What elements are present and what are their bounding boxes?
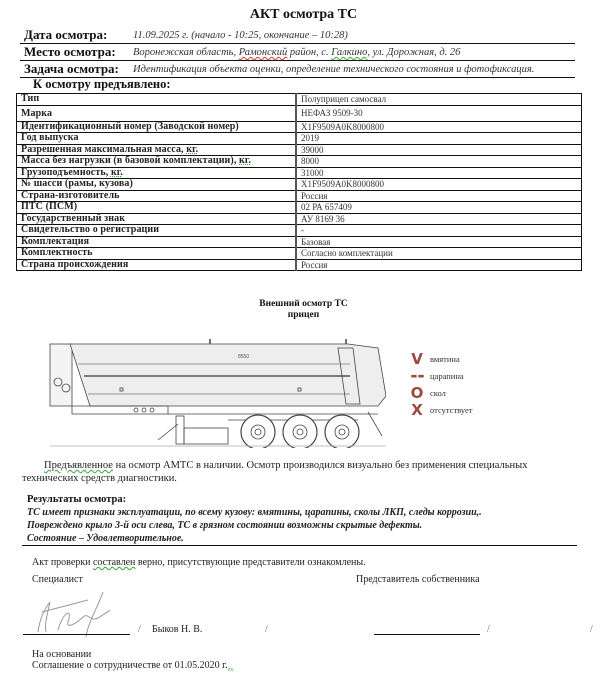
spec-value: X1F9509A0K8000800 — [296, 179, 582, 191]
diagram-length-label: 8550 — [238, 354, 250, 360]
spec-row — [17, 144, 582, 156]
spec-key-text: Государственный знак — [21, 212, 126, 224]
owner-signature-line — [374, 634, 480, 635]
inspection-note-first-word: Предъявленное — [44, 460, 113, 471]
spec-key — [17, 190, 297, 202]
spec-row — [17, 202, 582, 214]
spec-key — [17, 121, 297, 133]
statement-part: Акт проверки — [32, 557, 93, 568]
external-inspection-heading: Внешний осмотр ТС — [259, 299, 348, 309]
spec-row — [17, 190, 582, 202]
spec-value: Базовая — [296, 236, 582, 248]
landing-gear — [176, 416, 184, 444]
place-part: район, с. — [287, 47, 332, 58]
spec-value: X1F9509A0K8000800 — [296, 121, 582, 133]
spec-row — [17, 248, 582, 260]
spec-row — [17, 133, 582, 145]
info-row-task — [20, 61, 575, 78]
place-part: , ул. Дорожная, д. 26 — [367, 47, 461, 58]
spec-key-text: Комплектация — [21, 235, 90, 247]
spec-key-text: Страна происхождения — [21, 258, 129, 270]
place-part: Воронежская область, — [133, 47, 239, 58]
spec-key-unit: кг. — [110, 166, 123, 178]
spec-row — [17, 213, 582, 225]
spec-key-text: Разрешенная максимальная масса, — [21, 143, 187, 155]
act-statement — [32, 557, 366, 568]
legend-label-dent: вмятина — [430, 354, 460, 364]
info-label-place: Место осмотра: — [24, 44, 116, 59]
inspection-note — [22, 459, 582, 485]
specialist-name: Быков Н. В. — [152, 624, 203, 635]
spec-key — [17, 225, 297, 237]
spec-row — [17, 94, 582, 106]
signature-image — [28, 592, 128, 637]
owner-label: Представитель собственника — [356, 574, 480, 585]
spec-row — [17, 259, 582, 271]
spec-value: Россия — [296, 190, 582, 202]
basis-agreement: Соглашение о сотрудничестве от 01.05.2020 г. — [32, 660, 228, 671]
spec-key-text: Идентификационный номер (Заводской номер) — [21, 120, 239, 132]
spec-key — [17, 248, 297, 260]
chassis-hole — [142, 408, 146, 412]
slash-separator: / — [487, 624, 490, 635]
external-inspection-subtitle: прицеп — [287, 310, 320, 320]
toolbox — [184, 428, 228, 444]
spec-row — [17, 156, 582, 168]
legend-item-chip — [410, 386, 530, 402]
support-strut — [158, 424, 178, 440]
spec-key-unit: кг. — [186, 143, 199, 155]
wheel — [241, 415, 275, 448]
info-value-date: 11.09.2025 г. (начало - 10:25, окончание – 10:28) — [133, 30, 348, 41]
spec-row — [17, 121, 582, 133]
spec-key-text: Марка — [21, 107, 53, 119]
basis-label: На основании — [32, 649, 92, 660]
front-frame — [50, 344, 72, 406]
spec-key-text: Свидетельство о регистрации — [21, 224, 160, 235]
info-label-date: Дата осмотра: — [24, 27, 108, 42]
spec-value: 31000 — [296, 167, 582, 179]
spec-key-text: Масса без нагрузки (в базовой комплектации), — [21, 155, 240, 166]
spec-row — [17, 105, 582, 121]
spec-row — [17, 225, 582, 237]
wheel — [283, 415, 317, 448]
legend-label-scratch: царапина — [430, 371, 464, 381]
spec-key — [17, 105, 297, 121]
place-district: Рамонский — [238, 47, 288, 58]
place-village: Галкино — [331, 47, 368, 58]
inspection-note-text: на осмотр АМТС в наличии. Осмотр производился визуально без применения специальных технических средств диагностики. — [22, 460, 528, 484]
spec-key-text: Грузоподъемность, — [21, 166, 111, 178]
missing-icon: X — [411, 401, 423, 419]
chip-icon: O — [410, 384, 424, 402]
info-value-place — [133, 45, 460, 60]
spec-row — [17, 236, 582, 248]
trailer-diagram — [48, 336, 386, 448]
spec-key — [17, 94, 297, 106]
spec-key-text: Год выпуска — [21, 132, 79, 143]
spec-value: НЕФАЗ 9509-30 — [296, 105, 582, 121]
chassis-hole — [134, 408, 138, 412]
slash-separator: / — [138, 624, 141, 635]
rear-bumper — [368, 412, 382, 436]
spec-row — [17, 179, 582, 191]
spec-value: Россия — [296, 259, 582, 271]
results-line: Повреждено крыло 3-й оси слева, ТС в грязном состоянии возможны скрытые дефекты. — [27, 520, 423, 531]
slash-separator: / — [265, 624, 268, 635]
spec-key-text: Комплектность — [21, 247, 93, 258]
legend-item-scratch — [410, 369, 530, 385]
chassis-hole — [150, 408, 154, 412]
info-row-place — [20, 44, 575, 61]
spec-value: АУ 8169 36 — [296, 213, 582, 225]
spec-value: Полуприцеп самосвал — [296, 94, 582, 106]
specialist-signature-line — [23, 634, 130, 635]
info-row-date — [20, 27, 575, 44]
spec-key-text: ПТС (ПСМ) — [21, 201, 78, 212]
statement-part: верно, присутствующие представители ознакомлены. — [135, 557, 366, 568]
spec-key — [17, 213, 297, 225]
spec-key-text: № шасси (рамы, кузова) — [21, 178, 133, 189]
legend-item-missing — [410, 403, 530, 419]
vehicle-spec-table — [16, 93, 582, 271]
spec-value: 02 РА 657409 — [296, 202, 582, 214]
spec-key — [17, 156, 297, 168]
dent-icon: V — [411, 350, 423, 368]
scratch-icon: ▬ ▬ — [410, 372, 424, 380]
document-title: АКТ осмотра ТС — [249, 7, 358, 22]
specialist-label: Специалист — [32, 574, 83, 585]
spec-key — [17, 236, 297, 248]
wheel — [325, 415, 359, 448]
spec-value: - — [296, 225, 582, 237]
spec-key-text: Тип — [21, 93, 40, 104]
legend-label-chip: скол — [430, 388, 446, 398]
results-line: ТС имеет признаки эксплуатации, по всему кузову: вмятины, царапины, сколы ЛКП, следы коррозии,. — [27, 507, 482, 518]
spec-key-unit: кг. — [239, 155, 252, 166]
legend-item-dent — [410, 352, 530, 368]
spec-value: 39000 — [296, 144, 582, 156]
results-line: Состояние – Удовлетворительное. — [27, 533, 184, 544]
spec-key — [17, 167, 297, 179]
presented-heading: К осмотру предъявлено: — [33, 77, 171, 91]
spec-key — [17, 144, 297, 156]
external-inspection-title — [0, 299, 607, 321]
results-divider — [22, 545, 577, 546]
spec-key — [17, 133, 297, 145]
spec-value: Согласно комплектации — [296, 248, 582, 260]
spec-value: 8000 — [296, 156, 582, 168]
basis-suffix: сх — [227, 667, 234, 673]
spec-key — [17, 259, 297, 271]
spec-row — [17, 167, 582, 179]
results-title: Результаты осмотра: — [27, 494, 127, 505]
info-label-task: Задача осмотра: — [24, 61, 119, 76]
info-value-task: Идентификация объекта оценки, определение технического состояния и фотофиксация. — [133, 64, 535, 75]
legend-label-missing: отсутствует — [430, 405, 473, 415]
spec-key — [17, 179, 297, 191]
statement-part: составлен — [92, 557, 136, 568]
spec-key-text: Страна-изготовитель — [21, 189, 120, 201]
spec-value: 2019 — [296, 133, 582, 145]
slash-separator: / — [590, 624, 593, 635]
basis-text — [32, 660, 233, 673]
spec-key — [17, 202, 297, 214]
